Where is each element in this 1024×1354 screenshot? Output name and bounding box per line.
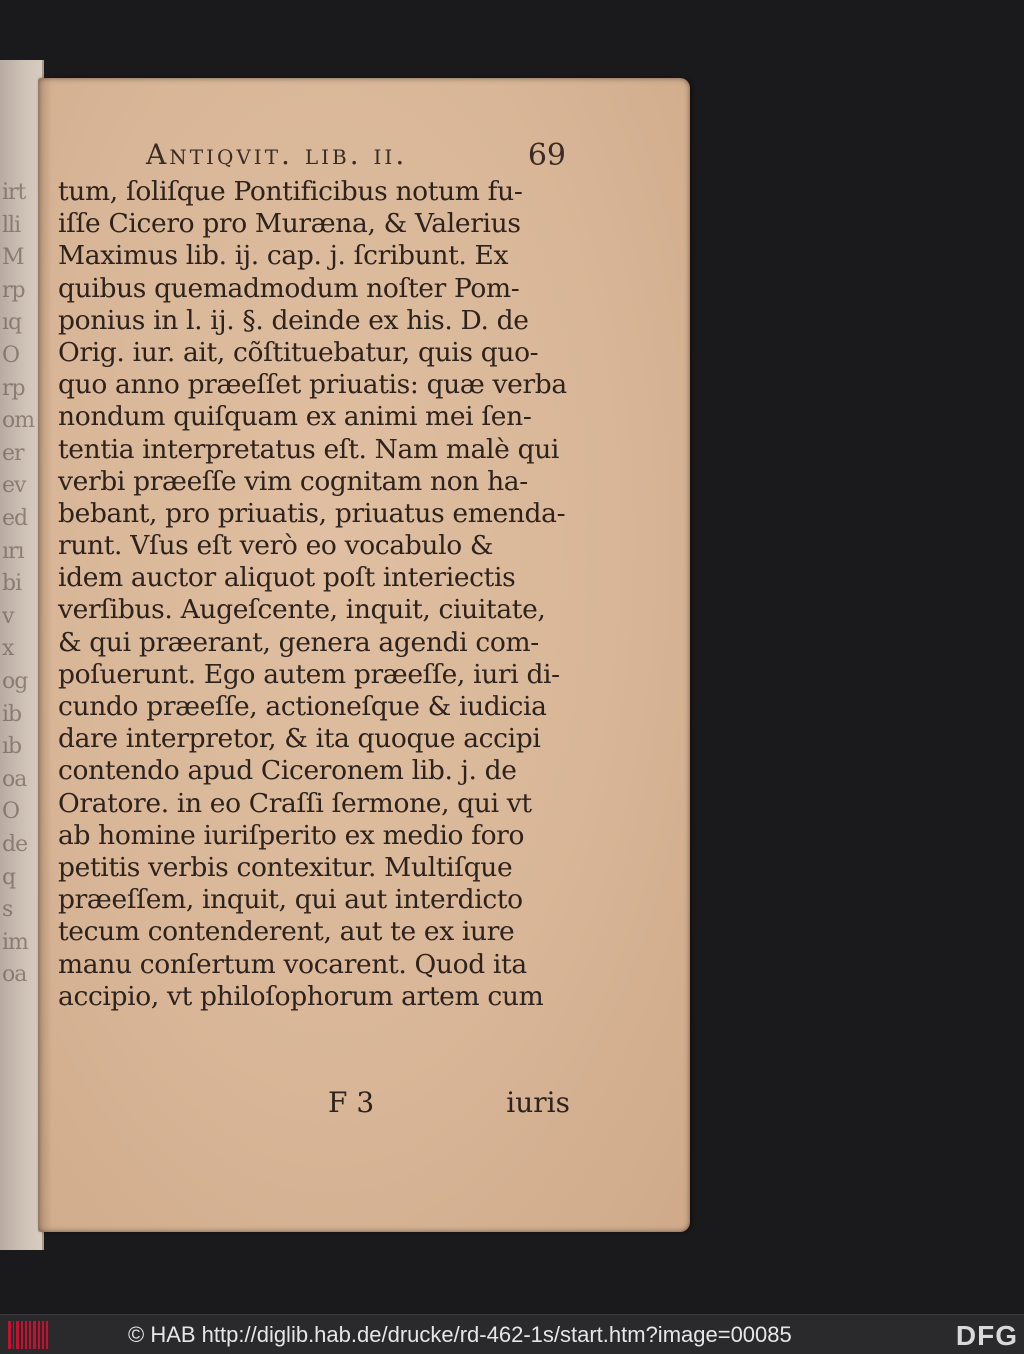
previous-page-fragment: ed bbox=[2, 506, 28, 531]
previous-page-fragment: ib bbox=[2, 701, 22, 727]
text-line: tecum contenderent, aut te ex iure bbox=[58, 916, 515, 948]
text-line: tum, ſoliſque Pontificibus notum fu- bbox=[58, 176, 523, 207]
previous-page-fragment: og bbox=[2, 669, 28, 694]
text-line: manu conſertum vocarent. Quod ita bbox=[58, 948, 527, 980]
text-line: iſſe Cicero pro Muræna, & Valerius bbox=[58, 208, 521, 240]
text-line: verbi præeſſe vim cognitam non ha- bbox=[58, 465, 528, 497]
previous-page-fragment: v bbox=[2, 603, 14, 629]
text-line: ab homine iuriſperito ex medio foro bbox=[58, 819, 525, 851]
catchword: iuris bbox=[506, 1086, 570, 1119]
signature-mark: F 3 bbox=[328, 1086, 375, 1119]
text-line: cundo præeſſe, actioneſque & iudicia bbox=[58, 691, 547, 722]
previous-page-fragment: irt bbox=[2, 180, 26, 205]
text-line: quibus quemadmodum noſter Pom- bbox=[58, 272, 520, 304]
previous-page-fragment: lli bbox=[2, 212, 21, 238]
previous-page-fragment: O bbox=[2, 799, 20, 825]
page-footer bbox=[58, 1086, 570, 1126]
running-head-title: Antiqvit. lib. ii. bbox=[146, 138, 408, 171]
text-line: tentia interpretatus eſt. Nam malè qui bbox=[58, 433, 560, 465]
text-line: bebant, pro priuatis, priuatus emenda- bbox=[58, 497, 566, 529]
text-line: verſibus. Augeſcente, inquit, ciuitate, bbox=[58, 594, 546, 626]
text-line: accipio, vt philoſophorum artem cum bbox=[58, 980, 544, 1012]
text-line: Maximus lib. ij. cap. j. ſcribunt. Ex bbox=[58, 240, 509, 272]
previous-page-fragment: de bbox=[2, 832, 28, 857]
previous-page-fragment: ev bbox=[2, 473, 26, 499]
previous-page-fragment: oa bbox=[2, 766, 27, 792]
previous-page-fragment: er bbox=[2, 440, 24, 466]
previous-page-fragment: im bbox=[2, 929, 28, 955]
previous-page-fragment: bi bbox=[2, 571, 22, 597]
text-line: præeſſem, inquit, qui aut interdicto bbox=[58, 884, 523, 916]
text-line: nondum quiſquam ex animi mei ſen- bbox=[58, 401, 532, 433]
book-page bbox=[38, 78, 690, 1232]
barcode-icon bbox=[8, 1321, 48, 1349]
text-line: idem auctor aliquot poſt interiectis bbox=[58, 562, 516, 594]
text-line: quo anno præeſſet priuatis: quæ verba bbox=[58, 369, 567, 401]
previous-page-fragment: q bbox=[2, 864, 16, 890]
text-line: runt. Vſus eſt verò eo vocabulo & bbox=[58, 530, 494, 562]
running-head bbox=[146, 136, 566, 180]
text-line: dare interpretor, & ita quoque accipi bbox=[58, 723, 541, 755]
dfg-logo: DFG bbox=[955, 1320, 1018, 1351]
previous-page-fragment: rp bbox=[2, 277, 25, 303]
previous-page-fragment: rp bbox=[2, 375, 25, 401]
text-line: contendo apud Ciceronem lib. j. de bbox=[58, 755, 517, 787]
bottom-bar bbox=[0, 1314, 1024, 1354]
previous-page-fragment: M bbox=[2, 245, 24, 271]
text-line: petitis verbis contexitur. Multiſque bbox=[58, 851, 513, 883]
text-line: poſuerunt. Ego autem præeſſe, iuri di- bbox=[58, 658, 560, 690]
copyright-link[interactable]: © HAB http://diglib.hab.de/drucke/rd-462-1s/start.htm?image=00085 bbox=[128, 1322, 792, 1347]
previous-page-fragment: ıb bbox=[2, 734, 22, 760]
body-text bbox=[58, 176, 570, 1013]
text-line: Orig. iur. ait, cõſtituebatur, quis quo- bbox=[58, 336, 539, 368]
text-line: ponius in l. ij. §. deinde ex his. D. de bbox=[58, 304, 529, 336]
previous-page-fragment: ıq bbox=[2, 310, 22, 336]
previous-page-fragment: ırı bbox=[2, 538, 24, 564]
text-line: Oratore. in eo Craſſi ſermone, qui vt bbox=[58, 787, 532, 819]
text-line: & qui præerant, genera agendi com- bbox=[58, 626, 539, 658]
previous-page-fragment: s bbox=[2, 897, 13, 923]
previous-page-fragment: x bbox=[2, 636, 14, 662]
page-number: 69 bbox=[527, 138, 566, 173]
previous-page-fragment: oa bbox=[2, 962, 27, 988]
previous-page-fragment: om bbox=[2, 408, 35, 434]
previous-page-fragment: O bbox=[2, 343, 20, 368]
